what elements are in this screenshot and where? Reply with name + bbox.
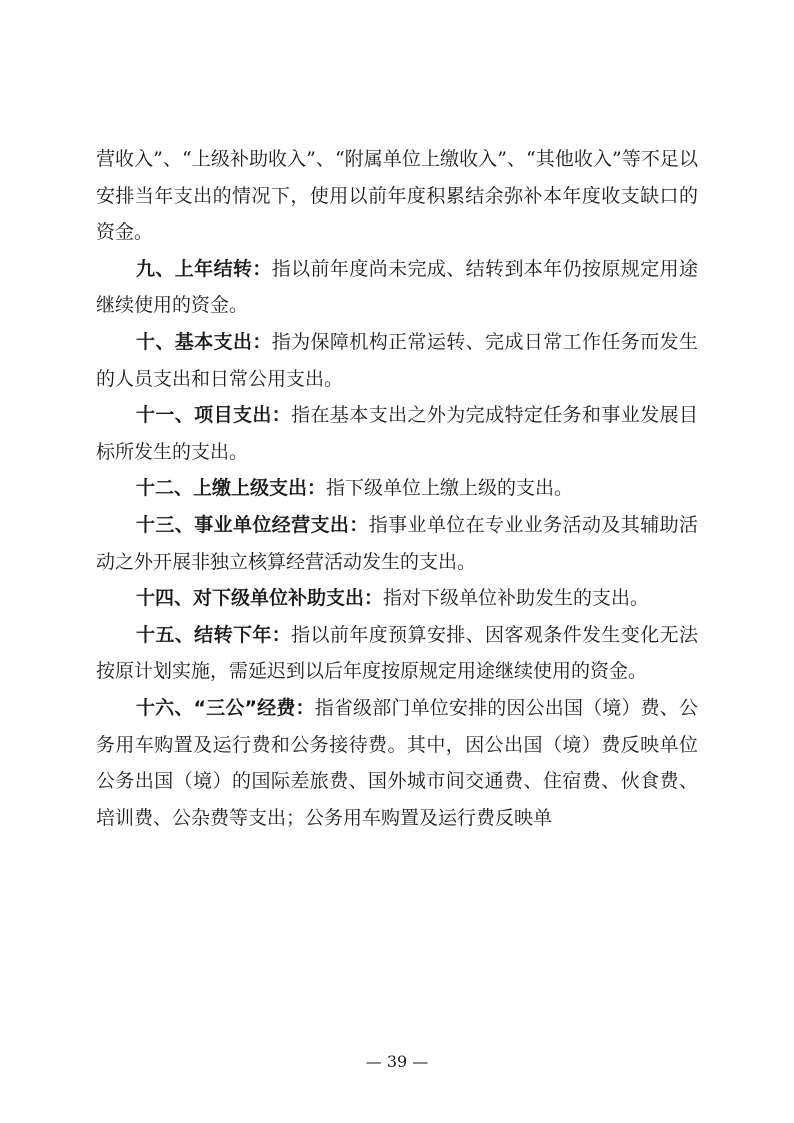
page-number: — 39 —: [365, 1052, 429, 1071]
paragraph-basic-expenditure: [96, 324, 698, 397]
paragraph-remittance-to-superior: [96, 470, 698, 507]
paragraph-prior-year-carryover: [96, 251, 698, 324]
paragraph-text: 指事业单位在专业业务活动及其辅助活动之外开展非独立核算经营活动发生的支出。: [96, 513, 698, 573]
term-heading: 十五、结转下年：: [136, 623, 292, 646]
paragraph-text: 指在基本支出之外为完成特定任务和事业发展目标所发生的支出。: [96, 404, 698, 463]
paragraph-three-public-expenses: [96, 690, 698, 836]
paragraph-operating-expenditure: [96, 507, 698, 580]
term-heading: 九、上年结转：: [136, 257, 272, 280]
term-heading: 十一、项目支出：: [136, 404, 292, 427]
paragraph-text: 指以前年度尚未完成、结转到本年仍按原规定用途继续使用的资金。: [96, 257, 698, 317]
paragraph-text: 指下级单位上缴上级的支出。: [326, 477, 574, 500]
term-heading: 十四、对下级单位补助支出：: [136, 587, 384, 610]
term-heading: 十三、事业单位经营支出：: [136, 513, 369, 536]
paragraph-project-expenditure: [96, 397, 698, 470]
paragraph-text: 指为保障机构正常运转、完成日常工作任务而发生的人员支出和日常公用支出。: [96, 330, 698, 390]
paragraph-continuation: [96, 141, 698, 251]
paragraph-text: 指以前年度预算安排、因客观条件发生变化无法按原计划实施，需延迟到以后年度按原规定用途继续使用的资金。: [96, 623, 698, 683]
paragraph-subsidy-to-subordinates: [96, 580, 698, 617]
term-heading: 十、基本支出：: [136, 330, 272, 353]
paragraph-text: 营收入”、“上级补助收入”、“附属单位上缴收入”、“其他收入”等不足以安排当年支出的情况下，使用以前年度积累结余弥补本年度收支缺口的资金。: [96, 148, 698, 244]
term-heading: 十二、上缴上级支出：: [136, 477, 327, 500]
term-heading: 十六、“三公”经费：: [136, 696, 315, 719]
paragraph-carryover-next-year: [96, 617, 698, 690]
paragraph-text: 指省级部门单位安排的因公出国（境）费、公务用车购置及运行费和公务接待费。其中，因公出国（境）费反映单位公务出国（境）的国际差旅费、国外城市间交通费、住宿费、伙食费、培训费、公杂费等支出；公务用车购置及运行费反映单: [96, 696, 698, 829]
document-body: [96, 141, 698, 836]
paragraph-text: 指对下级单位补助发生的支出。: [383, 587, 650, 610]
